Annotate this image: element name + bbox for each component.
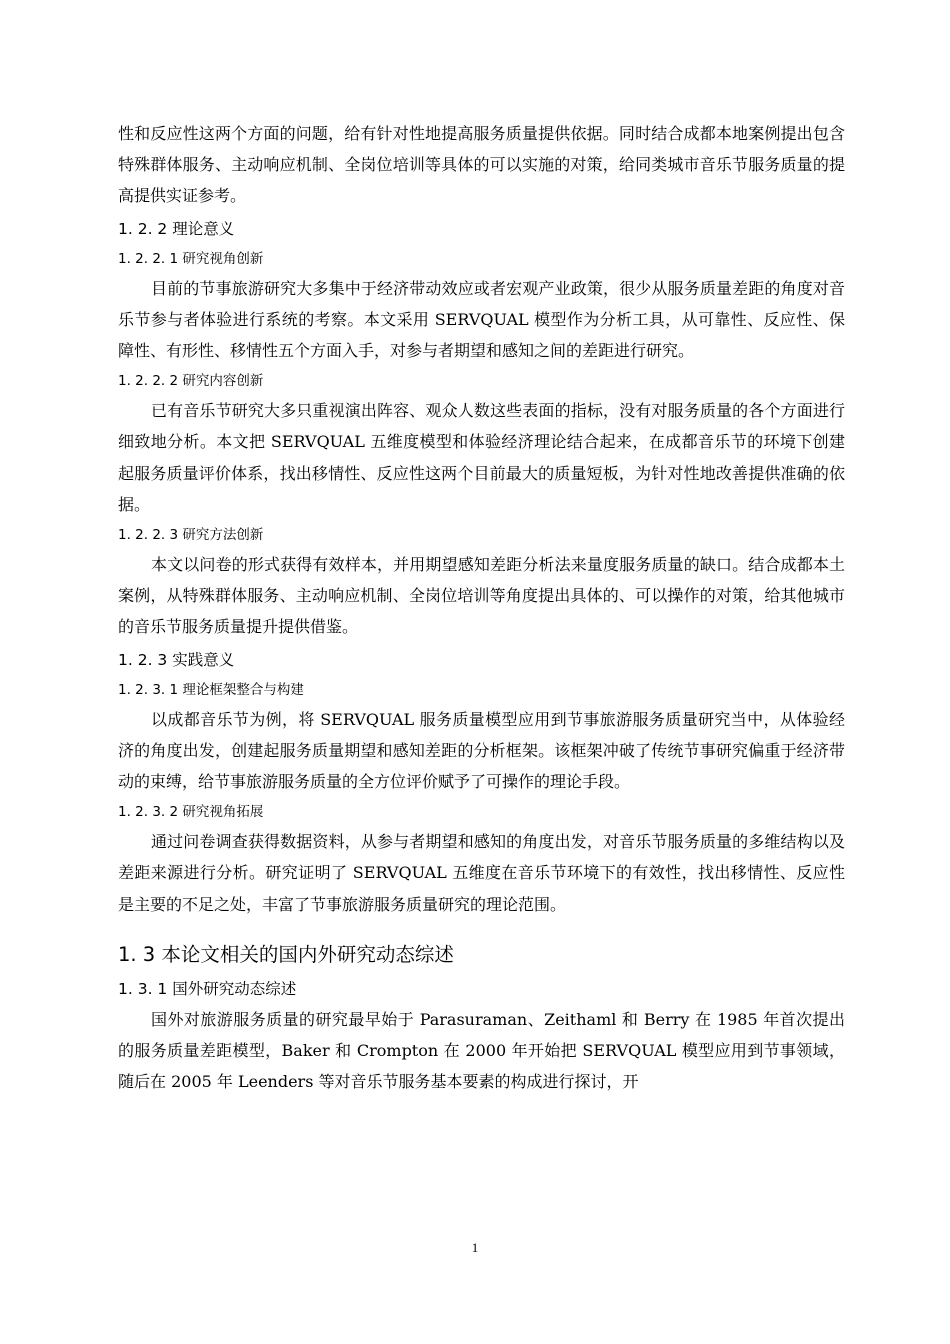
page-number: 1 [471,1240,479,1255]
subsection-heading-1-2-3-1: 1. 2. 3. 1 理论框架整合与构建 [118,681,304,698]
paragraph-1-2-2-1: 目前的节事旅游研究大多集中于经济带动效应或者宏观产业政策，很少从服务质量差距的角度对音乐节参与者体验进行系统的考察。本文采用 SERVQUAL 模型作为分析工具，从可靠性、反应性、保障性、有形性、移情性五个方面入手，对参与者期望和感知之间的差距进行研究。 [118,278,845,361]
paragraph-1-2-3-1: 以成都音乐节为例，将 SERVQUAL 服务质量模型应用到节事旅游服务质量研究当中，从体验经济的角度出发，创建起服务质量期望和感知差距的分析框架。该框架冲破了传统节事研究偏重于经济带动的束缚，给节事旅游服务质量的全方位评价赋予了可操作的理论手段。 [118,709,845,792]
chapter-section-heading-1-3: 1. 3 本论文相关的国内外研究动态综述 [118,942,454,966]
paragraph-1-3-1: 国外对旅游服务质量的研究最早始于 Parasuraman、Zeithaml 和 Berry 在 1985 年首次提出的服务质量差距模型，Baker 和 Crompton 在 2000 年开始把 SERVQUAL 模型应用到节事领域，随后在 2005 年 Leenders 等对音乐节服务基本要素的构成进行探讨，开 [118,1009,845,1092]
section-heading-1-3-1: 1. 3. 1 国外研究动态综述 [118,979,297,998]
page-content [118,118,845,1097]
subsection-heading-1-2-2-3: 1. 2. 2. 3 研究方法创新 [118,527,264,544]
section-heading-1-2-2: 1. 2. 2 理论意义 [118,219,235,238]
intro-paragraph: 性和反应性这两个方面的问题，给有针对性地提高服务质量提供依据。同时结合成都本地案例提出包含特殊群体服务、主动响应机制、全岗位培训等具体的可以实施的对策，给同类城市音乐节服务质量的提高提供实证参考。 [118,124,845,206]
paragraph-1-2-3-2: 通过问卷调查获得数据资料，从参与者期望和感知的角度出发，对音乐节服务质量的多维结构以及差距来源进行分析。研究证明了 SERVQUAL 五维度在音乐节环境下的有效性，找出移情性、反应性是主要的不足之处，丰富了节事旅游服务质量研究的理论范围。 [118,832,845,914]
subsection-heading-1-2-3-2: 1. 2. 3. 2 研究视角拓展 [118,804,264,821]
paragraph-1-2-2-2: 已有音乐节研究大多只重视演出阵容、观众人数这些表面的指标，没有对服务质量的各个方面进行细致地分析。本文把 SERVQUAL 五维度模型和体验经济理论结合起来，在成都音乐节的环境下创建起服务质量评价体系，找出移情性、反应性这两个目前最大的质量短板，为针对性地改善提供准确的依据。 [118,401,845,514]
subsection-heading-1-2-2-1: 1. 2. 2. 1 研究视角创新 [118,250,264,267]
section-heading-1-2-3: 1. 2. 3 实践意义 [118,650,235,669]
paragraph-1-2-2-3: 本文以问卷的形式获得有效样本，并用期望感知差距分析法来量度服务质量的缺口。结合成都本土案例，从特殊群体服务、主动响应机制、全岗位培训等角度提出具体的、可以操作的对策，给其他城市的音乐节服务质量提升提供借鉴。 [118,555,845,637]
subsection-heading-1-2-2-2: 1. 2. 2. 2 研究内容创新 [118,373,264,390]
